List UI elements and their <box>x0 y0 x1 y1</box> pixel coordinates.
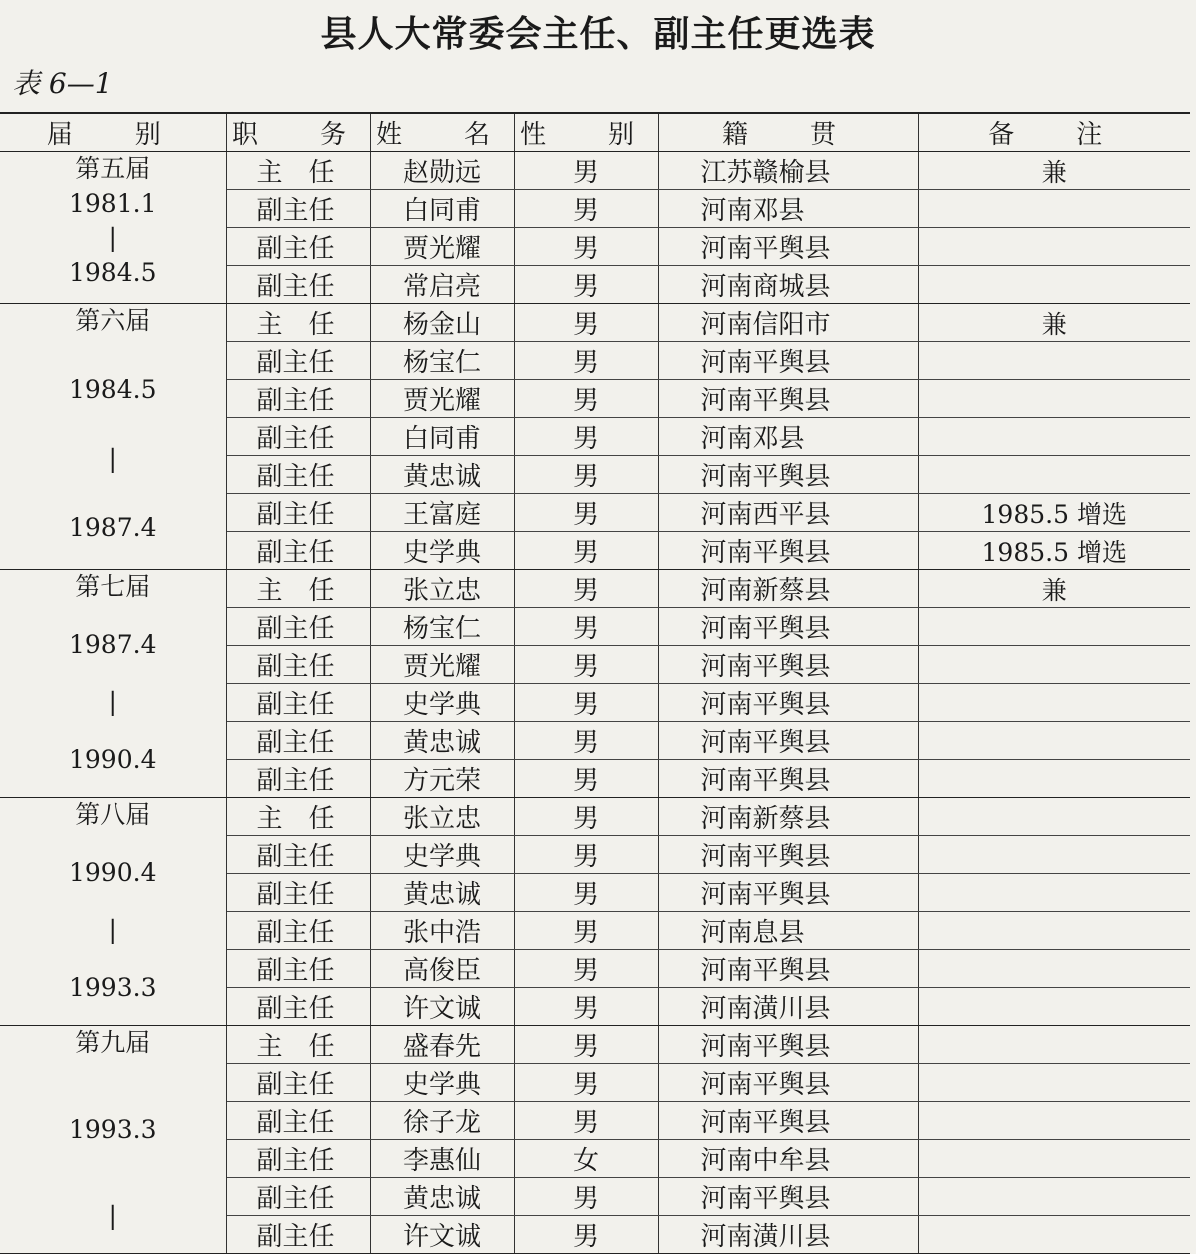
gender-cell: 男 <box>514 418 658 456</box>
origin-cell: 河南平舆县 <box>658 836 918 874</box>
origin-cell: 河南平舆县 <box>658 342 918 380</box>
header-position: 职 务 <box>226 113 370 152</box>
name-cell: 徐子龙 <box>370 1102 514 1140</box>
position-cell: 副主任 <box>226 1064 370 1102</box>
name-cell: 张中浩 <box>370 912 514 950</box>
gender-cell: 男 <box>514 228 658 266</box>
name-cell: 盛春先 <box>370 1026 514 1064</box>
note-cell <box>918 912 1190 950</box>
gender-cell: 男 <box>514 304 658 342</box>
position-cell: 副主任 <box>226 342 370 380</box>
gender-cell: 男 <box>514 836 658 874</box>
gender-cell: 男 <box>514 1178 658 1216</box>
name-cell: 方元荣 <box>370 760 514 798</box>
note-cell <box>918 798 1190 836</box>
gender-cell: 男 <box>514 874 658 912</box>
name-cell: 贾光耀 <box>370 646 514 684</box>
officials-table <box>0 112 1190 1254</box>
name-cell: 杨宝仁 <box>370 608 514 646</box>
gender-cell: 男 <box>514 152 658 190</box>
name-cell: 黄忠诚 <box>370 722 514 760</box>
position-cell: 副主任 <box>226 418 370 456</box>
origin-cell: 河南平舆县 <box>658 684 918 722</box>
table-row <box>0 570 1190 608</box>
name-cell: 张立忠 <box>370 570 514 608</box>
origin-cell: 河南潢川县 <box>658 988 918 1026</box>
note-cell <box>918 646 1190 684</box>
origin-cell: 河南西平县 <box>658 494 918 532</box>
position-cell: 副主任 <box>226 912 370 950</box>
term-date: 1987.4 <box>69 629 157 659</box>
origin-cell: 河南平舆县 <box>658 608 918 646</box>
position-cell: 副主任 <box>226 722 370 760</box>
origin-cell: 河南平舆县 <box>658 1026 918 1064</box>
term-date: 1981.1 <box>69 188 157 218</box>
origin-cell: 河南平舆县 <box>658 646 918 684</box>
origin-cell: 河南商城县 <box>658 266 918 304</box>
table-header-row <box>0 113 1190 152</box>
gender-cell: 男 <box>514 456 658 494</box>
name-cell: 许文诚 <box>370 988 514 1026</box>
note-cell <box>918 228 1190 266</box>
term-name: 第七届 <box>75 572 151 601</box>
note-cell <box>918 836 1190 874</box>
note-cell <box>918 342 1190 380</box>
name-cell: 白同甫 <box>370 190 514 228</box>
term-name: 第八届 <box>75 800 151 829</box>
origin-cell: 河南潢川县 <box>658 1216 918 1254</box>
note-cell <box>918 190 1190 228</box>
name-cell: 史学典 <box>370 1064 514 1102</box>
position-cell: 副主任 <box>226 608 370 646</box>
origin-cell: 河南平舆县 <box>658 1102 918 1140</box>
origin-cell: 河南平舆县 <box>658 874 918 912</box>
position-cell: 副主任 <box>226 1102 370 1140</box>
position-cell: 副主任 <box>226 228 370 266</box>
position-cell: 副主任 <box>226 494 370 532</box>
name-cell: 贾光耀 <box>370 228 514 266</box>
position-cell: 副主任 <box>226 1140 370 1178</box>
gender-cell: 男 <box>514 532 658 570</box>
origin-cell: 河南平舆县 <box>658 228 918 266</box>
position-cell: 主 任 <box>226 570 370 608</box>
name-cell: 高俊臣 <box>370 950 514 988</box>
position-cell: 副主任 <box>226 646 370 684</box>
name-cell: 杨金山 <box>370 304 514 342</box>
origin-cell: 河南平舆县 <box>658 532 918 570</box>
note-cell <box>918 1026 1190 1064</box>
header-name: 姓 名 <box>370 113 514 152</box>
position-cell: 主 任 <box>226 304 370 342</box>
note-cell: 1985.5 增选 <box>918 494 1190 532</box>
name-cell: 赵勋远 <box>370 152 514 190</box>
table-body <box>0 152 1190 1254</box>
term-cell <box>0 798 226 1026</box>
gender-cell: 女 <box>514 1140 658 1178</box>
name-cell: 史学典 <box>370 684 514 722</box>
term-date: 1993.3 <box>69 1114 157 1144</box>
term-date: 1984.5 <box>69 375 157 405</box>
gender-cell: 男 <box>514 722 658 760</box>
term-cell <box>0 304 226 570</box>
note-cell <box>918 1064 1190 1102</box>
origin-cell: 河南平舆县 <box>658 1064 918 1102</box>
note-cell <box>918 1216 1190 1254</box>
term-cell <box>0 1026 226 1254</box>
name-cell: 史学典 <box>370 532 514 570</box>
name-cell: 许文诚 <box>370 1216 514 1254</box>
position-cell: 副主任 <box>226 988 370 1026</box>
gender-cell: 男 <box>514 342 658 380</box>
origin-cell: 河南信阳市 <box>658 304 918 342</box>
term-date: 1987.4 <box>69 513 157 543</box>
gender-cell: 男 <box>514 950 658 988</box>
position-cell: 主 任 <box>226 1026 370 1064</box>
position-cell: 副主任 <box>226 874 370 912</box>
name-cell: 史学典 <box>370 836 514 874</box>
term-date: | <box>108 1201 117 1230</box>
term-date: | <box>108 915 117 945</box>
name-cell: 黄忠诚 <box>370 456 514 494</box>
position-cell: 副主任 <box>226 380 370 418</box>
header-note: 备 注 <box>918 113 1190 152</box>
position-cell: 副主任 <box>226 1178 370 1216</box>
term-cell <box>0 152 226 304</box>
position-cell: 副主任 <box>226 456 370 494</box>
position-cell: 主 任 <box>226 798 370 836</box>
origin-cell: 河南平舆县 <box>658 1178 918 1216</box>
table-row <box>0 1026 1190 1064</box>
table-label: 表 6—1 <box>12 67 113 100</box>
name-cell: 贾光耀 <box>370 380 514 418</box>
position-cell: 主 任 <box>226 152 370 190</box>
name-cell: 张立忠 <box>370 798 514 836</box>
gender-cell: 男 <box>514 380 658 418</box>
table-row <box>0 304 1190 342</box>
gender-cell: 男 <box>514 494 658 532</box>
term-name: 第九届 <box>75 1028 151 1057</box>
gender-cell: 男 <box>514 646 658 684</box>
table-row <box>0 152 1190 190</box>
term-cell <box>0 570 226 798</box>
header-term: 届 别 <box>0 113 226 152</box>
gender-cell: 男 <box>514 1102 658 1140</box>
header-gender: 性 别 <box>514 113 658 152</box>
gender-cell: 男 <box>514 798 658 836</box>
name-cell: 白同甫 <box>370 418 514 456</box>
gender-cell: 男 <box>514 912 658 950</box>
origin-cell: 河南邓县 <box>658 418 918 456</box>
origin-cell: 江苏赣榆县 <box>658 152 918 190</box>
term-date: 1984.5 <box>69 257 157 287</box>
position-cell: 副主任 <box>226 836 370 874</box>
term-date: | <box>108 444 117 474</box>
gender-cell: 男 <box>514 1216 658 1254</box>
note-cell <box>918 950 1190 988</box>
note-cell <box>918 380 1190 418</box>
position-cell: 副主任 <box>226 760 370 798</box>
header-origin: 籍 贯 <box>658 113 918 152</box>
note-cell <box>918 874 1190 912</box>
note-cell <box>918 418 1190 456</box>
position-cell: 副主任 <box>226 684 370 722</box>
position-cell: 副主任 <box>226 950 370 988</box>
gender-cell: 男 <box>514 608 658 646</box>
note-cell <box>918 1178 1190 1216</box>
origin-cell: 河南平舆县 <box>658 950 918 988</box>
note-cell: 兼 <box>918 152 1190 190</box>
table-row <box>0 798 1190 836</box>
term-date: 1993.3 <box>69 972 157 1002</box>
note-cell <box>918 988 1190 1026</box>
term-date: | <box>108 223 117 253</box>
gender-cell: 男 <box>514 684 658 722</box>
note-cell <box>918 1102 1190 1140</box>
note-cell <box>918 722 1190 760</box>
note-cell <box>918 456 1190 494</box>
gender-cell: 男 <box>514 760 658 798</box>
gender-cell: 男 <box>514 1064 658 1102</box>
origin-cell: 河南中牟县 <box>658 1140 918 1178</box>
name-cell: 杨宝仁 <box>370 342 514 380</box>
note-cell <box>918 266 1190 304</box>
position-cell: 副主任 <box>226 190 370 228</box>
name-cell: 黄忠诚 <box>370 1178 514 1216</box>
origin-cell: 河南邓县 <box>658 190 918 228</box>
gender-cell: 男 <box>514 266 658 304</box>
note-cell <box>918 760 1190 798</box>
position-cell: 副主任 <box>226 1216 370 1254</box>
term-date: 1990.4 <box>69 857 157 887</box>
position-cell: 副主任 <box>226 532 370 570</box>
gender-cell: 男 <box>514 1026 658 1064</box>
note-cell <box>918 684 1190 722</box>
position-cell: 副主任 <box>226 266 370 304</box>
term-date: | <box>108 687 117 717</box>
page-title: 县人大常委会主任、副主任更选表 <box>320 14 876 55</box>
name-cell: 王富庭 <box>370 494 514 532</box>
note-cell: 1985.5 增选 <box>918 532 1190 570</box>
origin-cell: 河南新蔡县 <box>658 798 918 836</box>
origin-cell: 河南平舆县 <box>658 760 918 798</box>
note-cell <box>918 608 1190 646</box>
name-cell: 李惠仙 <box>370 1140 514 1178</box>
origin-cell: 河南平舆县 <box>658 722 918 760</box>
gender-cell: 男 <box>514 570 658 608</box>
name-cell: 黄忠诚 <box>370 874 514 912</box>
gender-cell: 男 <box>514 988 658 1026</box>
note-cell: 兼 <box>918 570 1190 608</box>
note-cell: 兼 <box>918 304 1190 342</box>
origin-cell: 河南新蔡县 <box>658 570 918 608</box>
term-name: 第五届 <box>75 154 151 183</box>
gender-cell: 男 <box>514 190 658 228</box>
term-date: 1990.4 <box>69 744 157 774</box>
term-name: 第六届 <box>75 306 151 335</box>
origin-cell: 河南平舆县 <box>658 456 918 494</box>
origin-cell: 河南平舆县 <box>658 380 918 418</box>
name-cell: 常启亮 <box>370 266 514 304</box>
origin-cell: 河南息县 <box>658 912 918 950</box>
